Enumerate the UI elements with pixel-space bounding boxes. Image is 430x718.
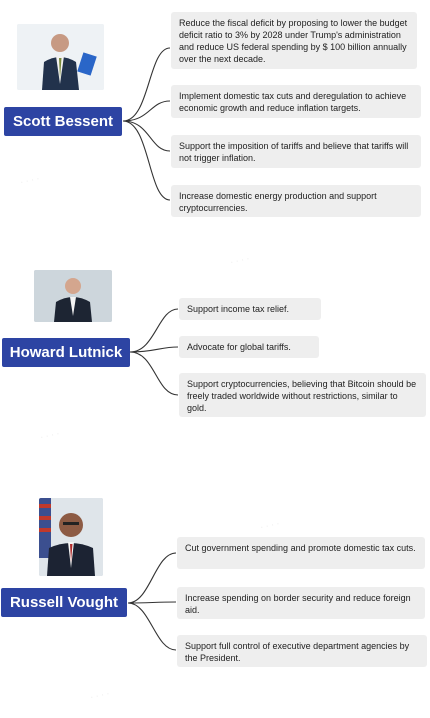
policy-point: Advocate for global tariffs. (179, 336, 319, 358)
connector (128, 603, 176, 650)
connector (123, 48, 170, 121)
watermark: · · · · (259, 518, 281, 532)
connector (123, 121, 170, 151)
watermark: · · · · (19, 173, 41, 187)
person-name: Scott Bessent (4, 107, 122, 136)
policy-point: Reduce the fiscal deficit by proposing to lower the budget deficit ratio to 3% by 2028 under Trump's administration and reduce US federal spending by $ 100 billion annually over the next decade. (171, 12, 417, 69)
policy-point: Cut government spending and promote domestic tax cuts. (177, 537, 425, 569)
policy-point: Increase spending on border security and reduce foreign aid. (177, 587, 425, 619)
connector (130, 347, 178, 352)
portrait-photo (34, 270, 112, 322)
connector (130, 352, 178, 395)
connector (123, 101, 170, 121)
connector (128, 553, 176, 603)
policy-point: Support full control of executive department agencies by the President. (177, 635, 427, 667)
watermark: · · · · (39, 428, 61, 442)
policy-point: Increase domestic energy production and support cryptocurrencies. (171, 185, 421, 217)
policy-point: Implement domestic tax cuts and deregulation to achieve economic growth and reduce inflation targets. (171, 85, 421, 118)
watermark: · · · · (89, 688, 111, 702)
person-name: Howard Lutnick (2, 338, 130, 367)
policy-point: Support the imposition of tariffs and believe that tariffs will not trigger inflation. (171, 135, 421, 168)
portrait-photo (39, 498, 103, 576)
watermark: · · · · (229, 253, 251, 267)
connector (128, 602, 176, 603)
policy-point: Support income tax relief. (179, 298, 321, 320)
person-name: Russell Vought (1, 588, 127, 617)
portrait-photo (17, 24, 104, 90)
connector (130, 309, 178, 352)
policy-point: Support cryptocurrencies, believing that Bitcoin should be freely traded worldwide without restrictions, similar to gold. (179, 373, 426, 417)
